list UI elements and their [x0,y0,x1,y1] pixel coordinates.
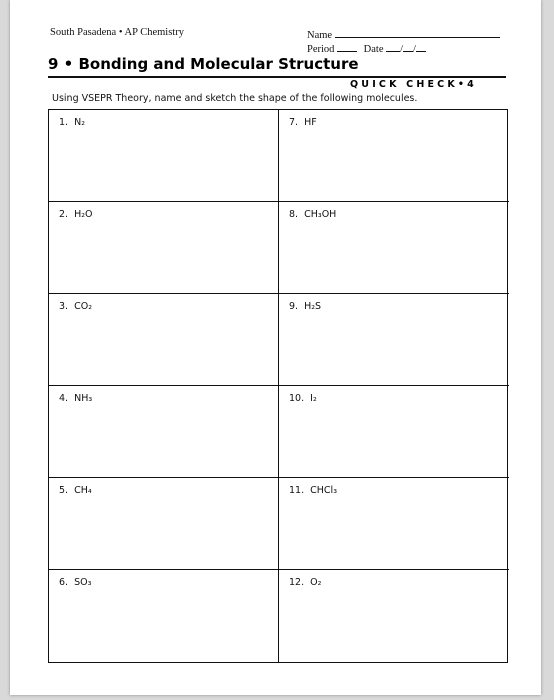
answer-box-5[interactable] [49,478,279,570]
period-date-row [307,41,426,55]
period-blank-line[interactable] [337,41,357,52]
molecule-label: 1. N₂ [59,117,86,128]
date-blank-line[interactable] [386,41,400,52]
answer-box-8[interactable] [279,202,509,294]
course-header: South Pasadena • AP Chemistry [50,27,184,38]
answer-box-7[interactable] [279,110,509,202]
molecule-label: 7. HF [289,117,317,128]
molecule-label: 11. CHCl₃ [289,485,338,496]
name-blank-line[interactable] [335,27,500,38]
period-label: Period [307,44,335,55]
date-blank-line-2[interactable] [403,41,413,52]
page-title: 9 • Bonding and Molecular Structure [48,55,359,73]
answer-box-2[interactable] [49,202,279,294]
name-label: Name [307,30,333,41]
molecule-label: 6. SO₃ [59,577,92,588]
molecule-label: 10. I₂ [289,393,317,404]
date-slash: / [400,44,404,55]
answer-box-9[interactable] [279,294,509,386]
answer-box-12[interactable] [279,570,509,662]
date-blank-line-3[interactable] [416,41,426,52]
date-label: Date [363,44,384,55]
answer-box-10[interactable] [279,386,509,478]
molecule-label: 2. H₂O [59,209,93,220]
molecule-label: 9. H₂S [289,301,322,312]
quick-check-label: QUICK CHECK•4 [350,79,477,90]
molecule-grid [48,109,508,663]
instructions: Using VSEPR Theory, name and sketch the shape of the following molecules. [52,93,418,104]
molecule-label: 5. CH₄ [59,485,92,496]
answer-box-11[interactable] [279,478,509,570]
title-rule [48,76,506,78]
answer-box-6[interactable] [49,570,279,662]
worksheet-page [10,0,541,695]
molecule-label: 8. CH₃OH [289,209,337,220]
molecule-label: 12. O₂ [289,577,322,588]
answer-box-3[interactable] [49,294,279,386]
molecule-label: 4. NH₃ [59,393,93,404]
date-slash-2: / [413,44,416,55]
name-field-row [307,27,500,41]
answer-box-4[interactable] [49,386,279,478]
molecule-label: 3. CO₂ [59,301,93,312]
answer-box-1[interactable] [49,110,279,202]
